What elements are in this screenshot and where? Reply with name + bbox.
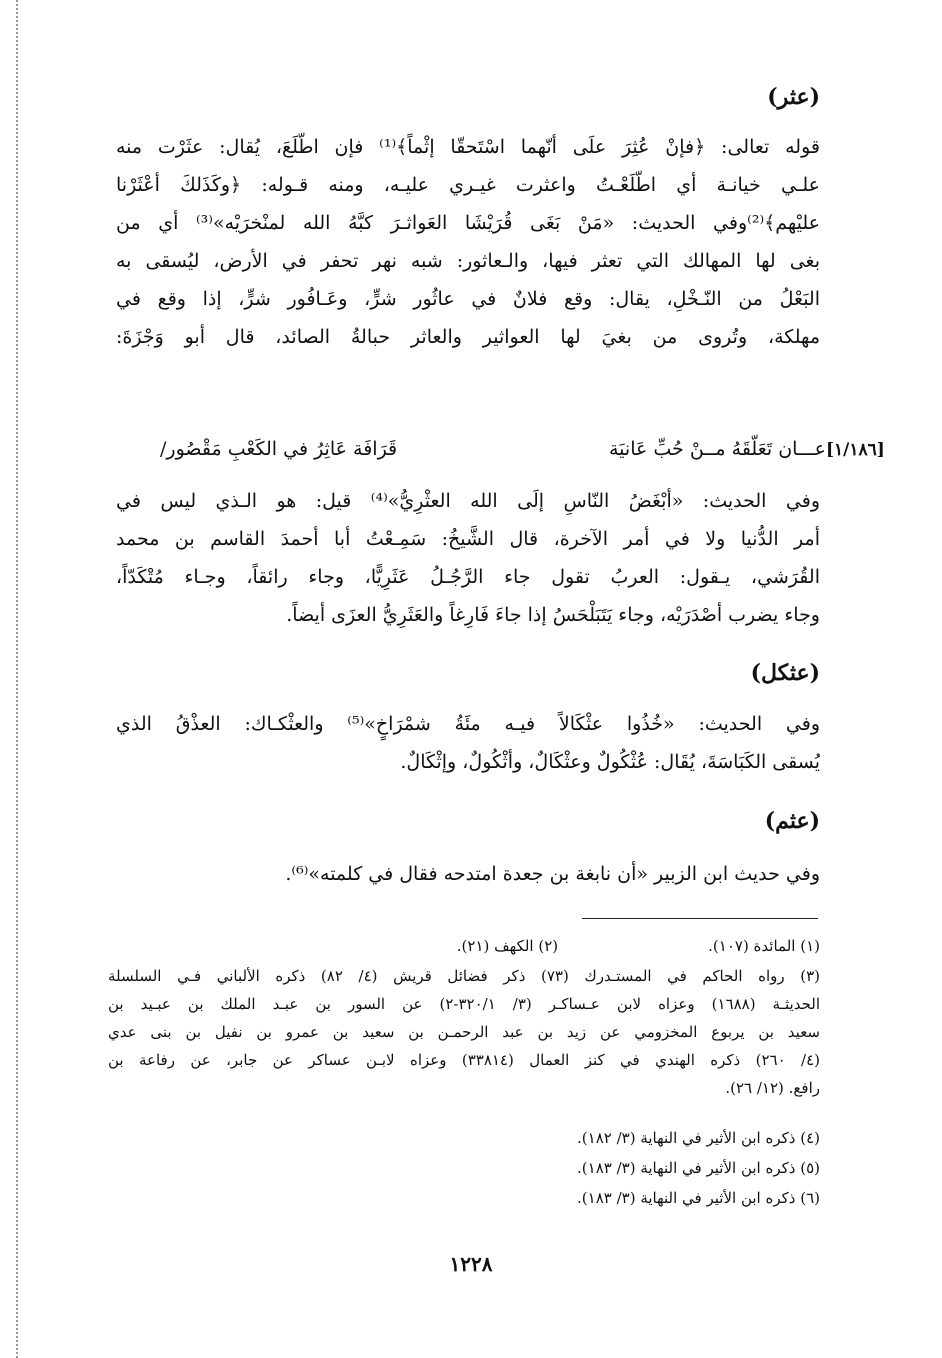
footnote-row [108,932,820,960]
body-line: بغى لها المهالك التي تعثر فيها، والـعاثور: شبه نهر تحفر في الأرض، ليُسقى به [116,250,820,272]
verse-hemistich-second: قَرَافَة عَاثِرُ في الكَعْبِ مَقْصُور/ [160,438,398,460]
body-line: علـي خيانـة أي اطّلَعْـتُ واعثرت غيـري عليـه، ومنه قـوله: ﴿وكَذَلكَ أعْثَرْنا [116,174,820,196]
footnote-1: (١) المائدة (١٠٧). [708,937,820,955]
footnote-5: (٥) ذكره ابن الأثير في النهاية (٣/ ١٨٣). [577,1159,820,1177]
body-line: قوله تعالى: ﴿فإنْ عُثِرَ علَى أنّهما اسْتَحقّا إثْماً﴾⁽¹⁾ فإن اطّلَعَ، يُقال: عثَرْت منه [116,136,820,158]
entry-heading-athr: (عثر) [767,84,820,110]
body-line: وفي حديث ابن الزبير «أن نابغة بن جعدة امتدحه فقال في كلمته»⁽⁶⁾. [285,863,820,885]
body-line: مهلكة، وتُروى من بغيَ لها العواثير والعاثر حبالةُ الصائد، قال أبو وَجْزَةَ: [116,326,820,348]
entry-body-athkal [116,705,820,781]
footnote-3-line: سعيد بن يربوع المخزومي عن زيد بن عبد الرحمـن بن سعيد بن عمرو بن نفيل بن بنى عدي [108,1023,820,1041]
entry-body-athm [116,855,820,893]
body-line: وفي الحديث: «خُذُوا عثْكَالاً فيـه مئَةُ شمْرَاخٍ»⁽⁵⁾ والعثْكـاك: العذْقُ الذي [116,713,820,735]
entry-heading-athm: (عثم) [764,808,820,834]
scan-edge-border [16,0,18,1358]
body-line: عليْهم﴾⁽²⁾وفي الحديث: «مَنْ بَغَى قُرَيْشَا العَواثـرَ كبَّهُ الله لمنْخرَيْه»⁽³⁾ أي من [116,212,820,234]
body-line: يُسقى الكَبَاسَةَ، يُقَال: عُثْكُولٌ وعثْكَالٌ، وأثْكُولٌ، وإثْكَالٌ. [400,751,820,773]
footnote-6: (٦) ذكره ابن الأثير في النهاية (٣/ ١٨٣). [577,1189,820,1207]
footnote-3-line: (٤/ ٢٦٠) ذكره الهندي في كنز العمال (٣٣٨١٤) وعزاه لابـن عساكر عن جابر، عن رفاعة بن [108,1051,820,1069]
entry-body-athr [116,128,820,356]
entry-body-athr-cont [116,482,820,634]
body-line: البَعْلُ من النّـخْلِ، يقال: وقع فلانٌ في عاثُور شرٍّ، وعَـافُور شرٍّ، إذا وقع في [116,288,820,310]
poetry-verse [160,438,826,460]
footnote-3-line: رافع. (١٢/ ٢٦). [725,1079,820,1097]
margin-manuscript-ref: [١/١٨٦] [826,440,885,460]
body-line: وجاء يضرب أصْدَرَيْه، وجاء يَتَبَلْحَسُ إذا جاءَ فَارِغاً والعَثَرِيُّ العزَى أيضاً. [286,604,820,626]
footnote-2: (٢) الكهف (٢١). [456,937,559,955]
entry-heading-athkal: (عثكل) [750,660,820,686]
page-number: ١٢٢٨ [449,1252,493,1276]
verse-hemistich-first: عـــان تَعَلّقَهُ مــنْ حُبِّ عَانيَة [609,438,826,460]
footnote-4: (٤) ذكره ابن الأثير في النهاية (٣/ ١٨٢). [577,1129,820,1147]
body-line: أمر الدُّنيا ولا في أمر الآخرة، قال الشَّيخُ: سَمِـعْتُ أبا أحمدَ القاسم بن محمد [116,528,820,550]
body-line: وفي الحديث: «أبْغَضُ النّاسِ إلَى الله العثْرِيُّ»⁽⁴⁾ قيل: هو الـذي ليس في [116,490,820,512]
footnote-3-line: الحديثـة (١٦٨٨) وعزاه لابن عـساكـر (٣/ ٣٢٠/١-٢) عن السور بن عبـد الملك بن عبـيد بن [108,995,820,1013]
body-line: القُرَشي، يـقول: العربُ تقول جاء الرَّجُـلُ عَثَرِيًّا، وجاء رائقاً، وجـاء مُتْكَدّاً، [116,566,820,588]
footnote-3-line: (٣) رواه الحاكم في المستـدرك (٧٣) ذكر فضائل قريش (٤/ ٨٢) ذكره الألباني فـي السلسلة [108,967,820,985]
footnote-separator [582,918,818,919]
